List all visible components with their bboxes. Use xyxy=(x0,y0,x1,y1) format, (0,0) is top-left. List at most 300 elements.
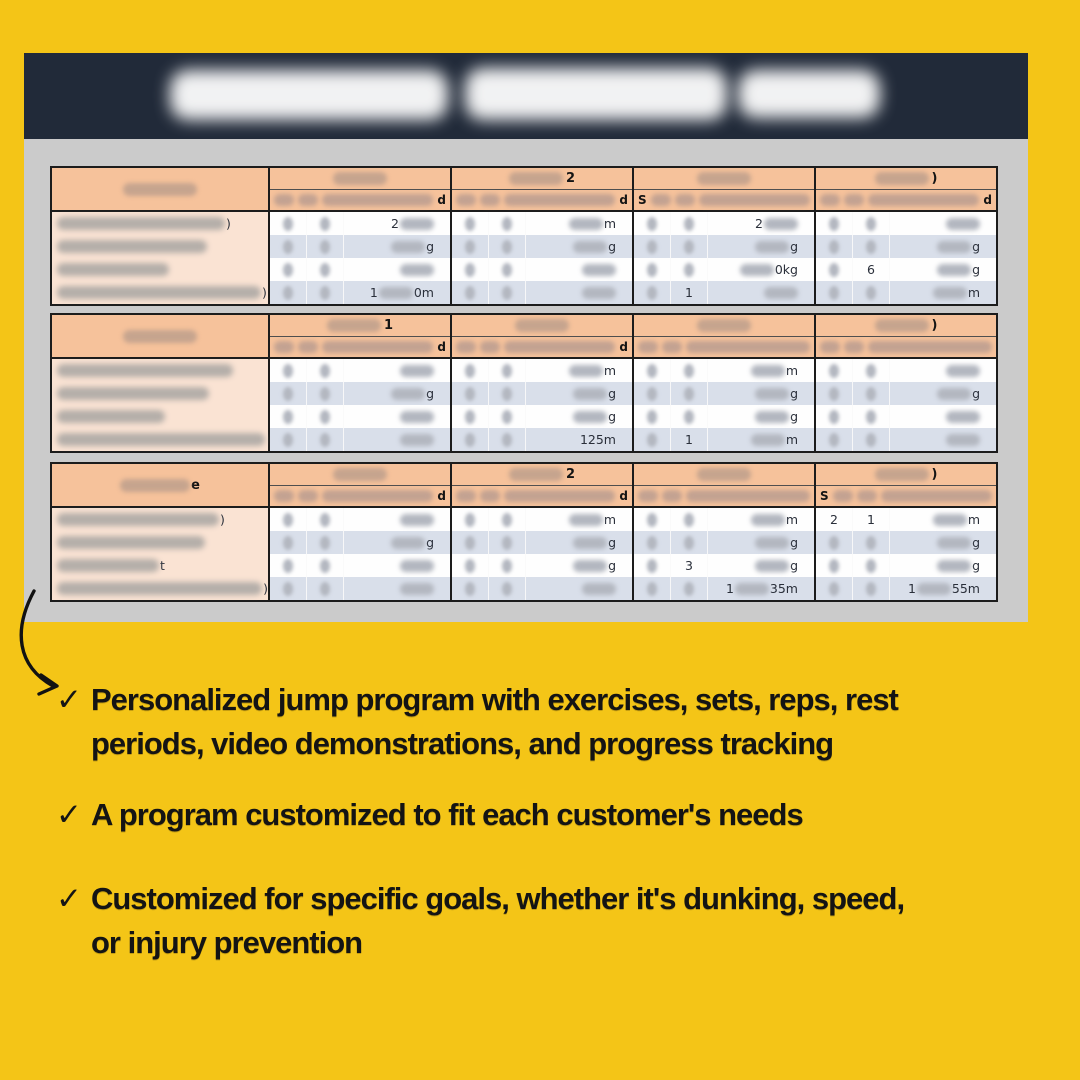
blurred-text-blob xyxy=(829,559,839,573)
dist-cell xyxy=(344,258,450,281)
week-name-cell xyxy=(634,464,814,486)
blurred-text-blob xyxy=(946,411,980,423)
reps-cell xyxy=(307,531,344,554)
visible-char: 1 xyxy=(685,285,693,300)
week-body-3 xyxy=(632,359,814,451)
blurred-text-blob xyxy=(829,582,839,596)
table-row xyxy=(816,382,996,405)
visible-char: m xyxy=(603,363,616,378)
table-row xyxy=(634,577,814,600)
table-row xyxy=(452,258,632,281)
table-row xyxy=(452,359,632,382)
blurred-text-blob xyxy=(937,560,971,572)
visible-char: g xyxy=(790,239,798,254)
visible-char: d xyxy=(619,489,628,503)
reps-cell xyxy=(307,235,344,258)
visible-char: d xyxy=(437,340,446,354)
exercise-name-row-2 xyxy=(52,235,268,258)
table-row xyxy=(270,235,450,258)
sets-cell xyxy=(816,359,853,382)
dist-cell xyxy=(526,235,632,258)
sets-cell xyxy=(452,508,489,531)
visible-char: 2 xyxy=(755,216,763,231)
blurred-text-blob xyxy=(283,364,293,378)
blurred-text-blob xyxy=(875,172,929,185)
table-row xyxy=(634,235,814,258)
table-row xyxy=(816,212,996,235)
dist-cell xyxy=(890,508,996,531)
dist-cell xyxy=(890,577,996,600)
sets-cell xyxy=(816,382,853,405)
exercise-name-row-4 xyxy=(52,577,268,600)
sets-cell xyxy=(452,531,489,554)
blurred-text-blob xyxy=(502,263,512,277)
reps-cell xyxy=(489,212,526,235)
table-row xyxy=(634,531,814,554)
week-body-2 xyxy=(450,359,632,451)
reps-cell xyxy=(307,554,344,577)
blurred-text-blob xyxy=(465,263,475,277)
exercise-name-row-1 xyxy=(52,212,268,235)
blurred-text-blob xyxy=(751,365,785,377)
visible-char: t xyxy=(160,558,165,573)
week-subheader-cell xyxy=(270,486,450,506)
blurred-text-blob xyxy=(465,240,475,254)
blurred-text-blob xyxy=(820,194,840,206)
table-row xyxy=(270,212,450,235)
sets-cell xyxy=(634,531,671,554)
sets-cell xyxy=(270,235,307,258)
blurred-text-blob xyxy=(391,241,425,253)
blurred-text-blob xyxy=(320,559,330,573)
visible-char: 2 xyxy=(830,512,838,527)
blurred-text-blob xyxy=(697,319,751,332)
week-subheader-cell xyxy=(452,190,632,210)
blurred-text-blob xyxy=(322,490,433,502)
visible-char: e xyxy=(191,477,200,493)
table-row xyxy=(634,428,814,451)
visible-char: m xyxy=(785,432,798,447)
reps-cell xyxy=(489,281,526,304)
blurred-text-blob xyxy=(866,559,876,573)
week-subheader-cell xyxy=(816,190,996,210)
sets-cell xyxy=(270,428,307,451)
sets-cell xyxy=(270,531,307,554)
reps-cell xyxy=(853,531,890,554)
table-row xyxy=(816,258,996,281)
visible-char: m xyxy=(785,363,798,378)
dist-cell xyxy=(344,531,450,554)
reps-cell xyxy=(853,554,890,577)
blurred-text-blob xyxy=(502,240,512,254)
reps-cell xyxy=(853,577,890,600)
week-name-cell xyxy=(634,168,814,190)
workout-table-3 xyxy=(50,462,998,602)
sets-cell xyxy=(270,554,307,577)
visible-char: 1 xyxy=(867,512,875,527)
blurred-text-blob xyxy=(465,433,475,447)
week-body-2 xyxy=(450,212,632,304)
sets-cell xyxy=(270,212,307,235)
blurred-text-blob xyxy=(917,583,951,595)
sets-cell xyxy=(816,235,853,258)
blurred-text-blob xyxy=(400,434,434,446)
blurred-text-blob xyxy=(582,264,616,276)
dist-cell xyxy=(526,382,632,405)
visible-char: 1 xyxy=(383,318,394,333)
blurred-text-blob xyxy=(379,287,413,299)
reps-cell xyxy=(671,577,708,600)
check-icon: ✓ xyxy=(56,682,82,718)
visible-char: S xyxy=(638,193,647,207)
sets-cell xyxy=(816,428,853,451)
week-name-cell xyxy=(816,315,996,337)
table-row xyxy=(634,359,814,382)
table-row xyxy=(452,508,632,531)
sets-cell xyxy=(452,212,489,235)
reps-cell xyxy=(307,508,344,531)
blurred-text-blob xyxy=(684,513,694,527)
dist-cell xyxy=(526,281,632,304)
reps-cell xyxy=(307,428,344,451)
blurred-text-blob xyxy=(298,490,318,502)
visible-char: g xyxy=(426,239,434,254)
dist-cell xyxy=(526,531,632,554)
reps-cell xyxy=(671,428,708,451)
blurred-text-blob xyxy=(647,286,657,300)
dist-cell xyxy=(526,258,632,281)
visible-char: m xyxy=(603,216,616,231)
week-header-4 xyxy=(814,464,996,506)
blurred-text-blob xyxy=(647,513,657,527)
dist-cell xyxy=(344,382,450,405)
blurred-text-blob xyxy=(875,319,929,332)
reps-cell xyxy=(489,428,526,451)
blurred-text-blob xyxy=(573,241,607,253)
table-row xyxy=(270,577,450,600)
reps-cell xyxy=(853,212,890,235)
visible-char: d xyxy=(437,193,446,207)
blurred-text-blob xyxy=(57,240,207,253)
curved-arrow-icon xyxy=(8,586,80,704)
reps-cell xyxy=(853,508,890,531)
blurred-text-blob xyxy=(283,217,293,231)
blurred-text-blob xyxy=(875,468,929,481)
visible-char: m xyxy=(603,512,616,527)
blurred-text-blob xyxy=(465,513,475,527)
table-row xyxy=(634,554,814,577)
sets-cell xyxy=(270,405,307,428)
visible-char: d xyxy=(619,193,628,207)
dist-cell xyxy=(344,235,450,258)
week-header-3 xyxy=(632,464,814,506)
blurred-text-blob xyxy=(881,490,992,502)
blurred-text-blob xyxy=(502,286,512,300)
blurred-text-blob xyxy=(638,341,658,353)
week-name-cell xyxy=(452,464,632,486)
sets-cell xyxy=(634,281,671,304)
blurred-text-blob xyxy=(504,341,615,353)
visible-char: m xyxy=(785,512,798,527)
blurred-text-blob xyxy=(755,537,789,549)
dist-cell xyxy=(708,428,814,451)
blurred-text-blob xyxy=(320,240,330,254)
reps-cell xyxy=(489,531,526,554)
visible-char: ) xyxy=(226,216,231,231)
table-row xyxy=(452,281,632,304)
blurred-text-blob xyxy=(751,434,785,446)
blurred-text-blob xyxy=(515,319,569,332)
visible-char: 0kg xyxy=(774,262,798,277)
blurred-text-blob xyxy=(647,263,657,277)
reps-cell xyxy=(307,281,344,304)
sets-cell xyxy=(452,235,489,258)
blurred-text-blob xyxy=(735,583,769,595)
blurred-text-blob xyxy=(480,194,500,206)
reps-cell xyxy=(489,359,526,382)
sets-cell xyxy=(452,577,489,600)
visible-char: 1 xyxy=(725,581,734,596)
blurred-text-blob xyxy=(937,537,971,549)
exercise-column xyxy=(52,508,268,600)
reps-cell xyxy=(489,235,526,258)
reps-cell xyxy=(671,531,708,554)
blurred-text-blob xyxy=(829,364,839,378)
reps-cell xyxy=(671,554,708,577)
visible-char: g xyxy=(972,535,980,550)
blurred-text-blob xyxy=(298,341,318,353)
table-row xyxy=(270,382,450,405)
blurred-text-blob xyxy=(57,536,205,549)
sets-cell xyxy=(452,428,489,451)
week-body-1 xyxy=(268,212,450,304)
exercise-header-cell xyxy=(52,464,268,506)
blurred-text-blob xyxy=(57,433,265,446)
blurred-text-blob xyxy=(829,217,839,231)
dist-cell xyxy=(526,405,632,428)
visible-char: g xyxy=(608,239,616,254)
blurred-text-blob xyxy=(946,365,980,377)
week-name-cell xyxy=(816,464,996,486)
dist-cell xyxy=(890,405,996,428)
week-name-cell xyxy=(270,168,450,190)
week-body-3 xyxy=(632,212,814,304)
dist-cell xyxy=(344,508,450,531)
visible-char: m xyxy=(967,512,980,527)
blurred-text-blob xyxy=(740,264,774,276)
blurred-text-blob xyxy=(820,341,840,353)
blurred-text-blob xyxy=(751,514,785,526)
sets-cell xyxy=(816,577,853,600)
blurred-text-blob xyxy=(502,536,512,550)
exercise-name-row-4 xyxy=(52,428,268,451)
blurred-text-blob xyxy=(391,388,425,400)
blurred-text-blob xyxy=(456,490,476,502)
blurred-text-blob xyxy=(322,194,433,206)
blurred-text-blob xyxy=(699,194,810,206)
blurred-text-blob xyxy=(327,319,381,332)
sets-cell xyxy=(634,405,671,428)
week-body-4 xyxy=(814,508,996,600)
blurred-text-blob xyxy=(465,364,475,378)
blurred-text-blob xyxy=(684,410,694,424)
blurred-text-blob xyxy=(465,217,475,231)
visible-char: 3 xyxy=(685,558,693,573)
blurred-text-blob xyxy=(283,513,293,527)
blurred-text-blob xyxy=(569,514,603,526)
table-row xyxy=(452,428,632,451)
table-row xyxy=(452,212,632,235)
blurred-text-blob xyxy=(844,341,864,353)
blurred-text-blob xyxy=(866,433,876,447)
dist-cell xyxy=(344,281,450,304)
blurred-text-blob xyxy=(502,387,512,401)
week-name-cell xyxy=(452,315,632,337)
visible-char: g xyxy=(972,386,980,401)
sets-cell xyxy=(816,212,853,235)
bullet-2-line-1: A program customized to fit each customer's needs xyxy=(90,797,803,832)
dist-cell xyxy=(890,212,996,235)
sets-cell xyxy=(452,554,489,577)
reps-cell xyxy=(489,405,526,428)
exercise-name-row-2 xyxy=(52,382,268,405)
dist-cell xyxy=(708,531,814,554)
week-body-1 xyxy=(268,508,450,600)
dist-cell xyxy=(344,577,450,600)
visible-char: ) xyxy=(931,467,938,482)
exercise-name-row-4 xyxy=(52,281,268,304)
visible-char: 0m xyxy=(413,285,434,300)
reps-cell xyxy=(489,554,526,577)
reps-cell xyxy=(671,508,708,531)
workout-table-1 xyxy=(50,166,998,306)
sets-cell xyxy=(634,577,671,600)
blurred-text-blob xyxy=(755,411,789,423)
blurred-text-blob xyxy=(647,364,657,378)
blurred-text-blob xyxy=(829,286,839,300)
blurred-text-blob xyxy=(465,286,475,300)
sets-cell xyxy=(634,212,671,235)
sets-cell xyxy=(270,382,307,405)
dist-cell xyxy=(890,359,996,382)
blurred-text-blob xyxy=(400,411,434,423)
blurred-text-blob xyxy=(57,582,262,595)
blurred-text-blob xyxy=(684,582,694,596)
exercise-column xyxy=(52,212,268,304)
blurred-text-blob xyxy=(274,490,294,502)
blurred-text-blob xyxy=(937,241,971,253)
exercise-name-row-2 xyxy=(52,531,268,554)
blurred-title-text xyxy=(170,70,448,120)
dist-cell xyxy=(526,212,632,235)
blurred-text-blob xyxy=(502,364,512,378)
week-header-1 xyxy=(268,464,450,506)
blurred-text-blob xyxy=(684,364,694,378)
sets-cell xyxy=(270,281,307,304)
blurred-text-blob xyxy=(57,263,169,276)
table-row xyxy=(452,235,632,258)
blurred-text-blob xyxy=(582,583,616,595)
blurred-text-blob xyxy=(123,330,197,343)
blurred-text-blob xyxy=(868,341,992,353)
blurred-text-blob xyxy=(829,536,839,550)
blurred-text-blob xyxy=(829,263,839,277)
blurred-text-blob xyxy=(502,559,512,573)
table-row xyxy=(816,405,996,428)
blurred-text-blob xyxy=(465,410,475,424)
blurred-text-blob xyxy=(509,172,563,185)
reps-cell xyxy=(489,577,526,600)
table-row xyxy=(452,382,632,405)
blurred-text-blob xyxy=(333,468,387,481)
visible-char: g xyxy=(790,386,798,401)
exercise-name-row-3 xyxy=(52,258,268,281)
blurred-text-blob xyxy=(333,172,387,185)
bullet-3-line-2: or injury prevention xyxy=(90,925,363,960)
blurred-text-blob xyxy=(755,388,789,400)
blurred-text-blob xyxy=(844,194,864,206)
table-row xyxy=(270,405,450,428)
blurred-text-blob xyxy=(647,387,657,401)
blurred-text-blob xyxy=(866,364,876,378)
reps-cell xyxy=(853,405,890,428)
exercise-header-cell xyxy=(52,168,268,210)
blurred-text-blob xyxy=(647,582,657,596)
blurred-text-blob xyxy=(647,433,657,447)
table-row xyxy=(452,405,632,428)
blurred-text-blob xyxy=(502,217,512,231)
week-header-1 xyxy=(268,168,450,210)
blurred-text-blob xyxy=(684,217,694,231)
blurred-text-blob xyxy=(569,365,603,377)
week-header-4 xyxy=(814,315,996,357)
blurred-title-text xyxy=(738,70,880,118)
week-subheader-cell xyxy=(452,337,632,357)
blurred-text-blob xyxy=(684,387,694,401)
blurred-text-blob xyxy=(283,433,293,447)
sets-cell xyxy=(452,281,489,304)
dist-cell xyxy=(344,428,450,451)
sets-cell xyxy=(816,258,853,281)
exercise-header-cell xyxy=(52,315,268,357)
visible-char: ) xyxy=(220,512,225,527)
table-row xyxy=(816,531,996,554)
blurred-text-blob xyxy=(502,433,512,447)
reps-cell xyxy=(489,382,526,405)
blurred-text-blob xyxy=(662,490,682,502)
blurred-text-blob xyxy=(684,263,694,277)
blurred-text-blob xyxy=(391,537,425,549)
blurred-text-blob xyxy=(283,387,293,401)
spreadsheet-title-bar xyxy=(24,53,1028,139)
blurred-text-blob xyxy=(320,433,330,447)
blurred-text-blob xyxy=(651,194,671,206)
visible-char: m xyxy=(967,285,980,300)
table-row xyxy=(270,281,450,304)
week-body-4 xyxy=(814,212,996,304)
reps-cell xyxy=(853,281,890,304)
visible-char: 2 xyxy=(391,216,399,231)
sets-cell xyxy=(634,554,671,577)
bullet-item-3 xyxy=(56,877,904,965)
visible-char: g xyxy=(426,535,434,550)
reps-cell xyxy=(307,359,344,382)
table-row xyxy=(634,212,814,235)
week-subheader-cell xyxy=(634,190,814,210)
blurred-text-blob xyxy=(320,387,330,401)
week-body-1 xyxy=(268,359,450,451)
blurred-text-blob xyxy=(480,490,500,502)
